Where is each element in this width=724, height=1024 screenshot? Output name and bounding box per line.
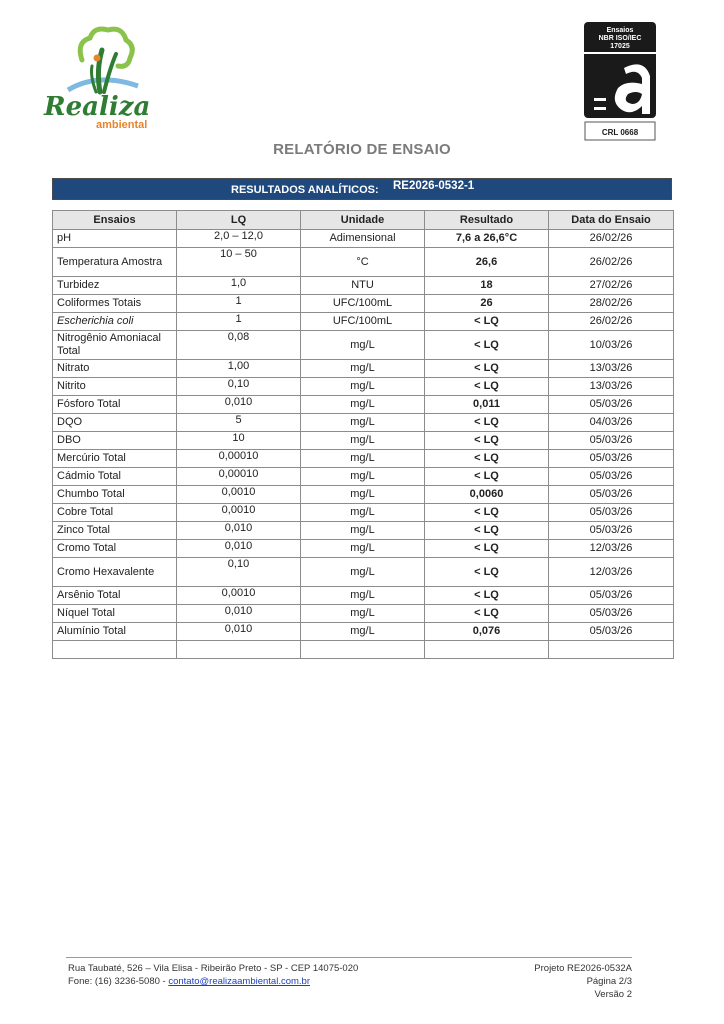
cell-lq: 0,010 — [177, 605, 301, 623]
column-header-data: Data do Ensaio — [549, 211, 674, 230]
cell-unidade: mg/L — [301, 396, 425, 414]
cell-unidade: mg/L — [301, 432, 425, 450]
cell-data: 05/03/26 — [549, 450, 674, 468]
cell-lq: 0,0010 — [177, 587, 301, 605]
table-row — [53, 295, 674, 313]
seal-line3: 17025 — [610, 43, 630, 50]
cell-lq: 0,08 — [177, 331, 301, 360]
cell-resultado: < LQ — [425, 313, 549, 331]
column-header-unidade: Unidade — [301, 211, 425, 230]
cell-unidade: mg/L — [301, 605, 425, 623]
cell-ensaio: Mercúrio Total — [53, 450, 177, 468]
cell-data: 13/03/26 — [549, 378, 674, 396]
table-row — [53, 396, 674, 414]
cell-lq: 1,0 — [177, 277, 301, 295]
cell-lq: 0,10 — [177, 558, 301, 587]
cell-lq: 0,10 — [177, 378, 301, 396]
table-row — [53, 468, 674, 486]
cell-resultado: < LQ — [425, 540, 549, 558]
seal-line2: NBR ISO/IEC — [598, 35, 642, 42]
cell-unidade: mg/L — [301, 486, 425, 504]
cell-data: 05/03/26 — [549, 504, 674, 522]
cell-lq: 0,0010 — [177, 504, 301, 522]
cell-lq: 0,010 — [177, 623, 301, 641]
cell-lq: 0,00010 — [177, 450, 301, 468]
cell-data: 26/02/26 — [549, 248, 674, 277]
cell-data: 05/03/26 — [549, 605, 674, 623]
cell-unidade: UFC/100mL — [301, 295, 425, 313]
cell-ensaio: Arsênio Total — [53, 587, 177, 605]
cell-lq: 0,010 — [177, 540, 301, 558]
cell-unidade: mg/L — [301, 540, 425, 558]
realiza-ambiental-logo — [38, 20, 158, 132]
cell-lq: 2,0 – 12,0 — [177, 230, 301, 248]
cell-unidade: mg/L — [301, 504, 425, 522]
cell-data: 04/03/26 — [549, 414, 674, 432]
accreditation-seal — [584, 22, 656, 142]
cell-resultado: < LQ — [425, 331, 549, 360]
cell-unidade: mg/L — [301, 450, 425, 468]
cell-resultado: 0,0060 — [425, 486, 549, 504]
cell-data: 05/03/26 — [549, 486, 674, 504]
cell-data: 26/02/26 — [549, 313, 674, 331]
cell-resultado: < LQ — [425, 432, 549, 450]
cell-unidade: mg/L — [301, 414, 425, 432]
cell-lq: 1 — [177, 295, 301, 313]
cell-ensaio: Nitrato — [53, 360, 177, 378]
table-row — [53, 313, 674, 331]
table-empty-row — [53, 641, 674, 659]
table-row — [53, 331, 674, 360]
cell-resultado: < LQ — [425, 587, 549, 605]
footer-email-link[interactable]: contato@realizaambiental.com.br — [168, 976, 310, 987]
results-banner — [52, 178, 672, 200]
cell-ensaio: Nitrogênio Amoniacal Total — [53, 331, 177, 360]
table-row — [53, 378, 674, 396]
cell-data: 10/03/26 — [549, 331, 674, 360]
results-table — [52, 210, 674, 659]
cell-data: 26/02/26 — [549, 230, 674, 248]
footer-address: Rua Taubaté, 526 – Vila Elisa - Ribeirão Preto - SP - CEP 14075-020 — [68, 963, 359, 974]
cell-ensaio: Zinco Total — [53, 522, 177, 540]
cell-ensaio: Alumínio Total — [53, 623, 177, 641]
cell-resultado: 0,011 — [425, 396, 549, 414]
cell-lq: 5 — [177, 414, 301, 432]
column-header-lq: LQ — [177, 211, 301, 230]
cell-ensaio: Cromo Hexavalente — [53, 558, 177, 587]
table-row — [53, 522, 674, 540]
cell-ensaio: Níquel Total — [53, 605, 177, 623]
cell-resultado: < LQ — [425, 522, 549, 540]
table-row — [53, 504, 674, 522]
cell-unidade: mg/L — [301, 522, 425, 540]
table-row — [53, 432, 674, 450]
seal-code: CRL 0668 — [601, 128, 639, 137]
cell-data: 12/03/26 — [549, 558, 674, 587]
footer-divider — [66, 957, 632, 958]
table-row — [53, 450, 674, 468]
cell-data: 05/03/26 — [549, 623, 674, 641]
logo-sub-text: ambiental — [96, 119, 148, 131]
footer-version: Versão 2 — [594, 989, 632, 1000]
cell-data: 05/03/26 — [549, 396, 674, 414]
cell-unidade: UFC/100mL — [301, 313, 425, 331]
cell-unidade: Adimensional — [301, 230, 425, 248]
cell-ensaio: pH — [53, 230, 177, 248]
cell-ensaio: Fósforo Total — [53, 396, 177, 414]
cell-resultado: < LQ — [425, 360, 549, 378]
cell-unidade: mg/L — [301, 587, 425, 605]
footer-phone: Fone: (16) 3236-5080 - — [68, 976, 169, 987]
table-row — [53, 486, 674, 504]
cell-unidade: NTU — [301, 277, 425, 295]
footer-contact — [68, 962, 358, 988]
column-header-ensaios: Ensaios — [53, 211, 177, 230]
banner-label: RESULTADOS ANALÍTICOS: — [231, 184, 379, 196]
table-row — [53, 558, 674, 587]
cell-lq: 1 — [177, 313, 301, 331]
cell-ensaio: Turbidez — [53, 277, 177, 295]
cell-resultado: < LQ — [425, 504, 549, 522]
cell-data: 28/02/26 — [549, 295, 674, 313]
cell-data: 05/03/26 — [549, 468, 674, 486]
table-row — [53, 623, 674, 641]
cell-unidade: mg/L — [301, 331, 425, 360]
cell-data: 27/02/26 — [549, 277, 674, 295]
cell-resultado: < LQ — [425, 558, 549, 587]
cell-lq: 10 — [177, 432, 301, 450]
report-code: RE2026-0532-1 — [393, 180, 475, 192]
cell-ensaio: Escherichia coli — [53, 313, 177, 331]
table-row — [53, 540, 674, 558]
cell-unidade: mg/L — [301, 623, 425, 641]
cell-lq: 0,010 — [177, 522, 301, 540]
cell-ensaio: Cádmio Total — [53, 468, 177, 486]
cell-lq: 10 – 50 — [177, 248, 301, 277]
cell-unidade: mg/L — [301, 468, 425, 486]
cell-lq: 0,0010 — [177, 486, 301, 504]
footer-document-info — [534, 962, 632, 1001]
cell-resultado: < LQ — [425, 378, 549, 396]
cell-data: 13/03/26 — [549, 360, 674, 378]
report-title: RELATÓRIO DE ENSAIO — [273, 141, 451, 158]
cell-ensaio: Chumbo Total — [53, 486, 177, 504]
cell-resultado: 0,076 — [425, 623, 549, 641]
cell-lq: 1,00 — [177, 360, 301, 378]
table-row — [53, 248, 674, 277]
cell-ensaio: Nitrito — [53, 378, 177, 396]
cell-resultado: < LQ — [425, 414, 549, 432]
table-row — [53, 277, 674, 295]
footer-phone-line — [68, 975, 358, 988]
logo-tree-icon — [38, 20, 158, 132]
cell-unidade: mg/L — [301, 378, 425, 396]
table-row — [53, 587, 674, 605]
cell-data: 12/03/26 — [549, 540, 674, 558]
seal-line1: Ensaios — [606, 27, 634, 34]
table-row — [53, 360, 674, 378]
cell-unidade: mg/L — [301, 558, 425, 587]
cell-data: 05/03/26 — [549, 522, 674, 540]
cell-ensaio: Cobre Total — [53, 504, 177, 522]
table-row — [53, 414, 674, 432]
table-row — [53, 605, 674, 623]
table-row — [53, 230, 674, 248]
cell-ensaio: DBO — [53, 432, 177, 450]
cell-resultado: 26 — [425, 295, 549, 313]
cell-resultado: 18 — [425, 277, 549, 295]
cell-data: 05/03/26 — [549, 432, 674, 450]
cell-resultado: < LQ — [425, 450, 549, 468]
cell-ensaio: DQO — [53, 414, 177, 432]
logo-brand-text: Realiza — [44, 92, 151, 122]
footer-page: Página 2/3 — [586, 976, 632, 987]
cell-data: 05/03/26 — [549, 587, 674, 605]
footer-project: Projeto RE2026-0532A — [534, 963, 632, 974]
cell-resultado: 26,6 — [425, 248, 549, 277]
cell-resultado: < LQ — [425, 468, 549, 486]
cell-unidade: mg/L — [301, 360, 425, 378]
table-header-row — [53, 211, 674, 230]
column-header-resultado: Resultado — [425, 211, 549, 230]
cell-lq: 0,00010 — [177, 468, 301, 486]
cell-resultado: < LQ — [425, 605, 549, 623]
cell-ensaio: Cromo Total — [53, 540, 177, 558]
cell-unidade: °C — [301, 248, 425, 277]
cell-resultado: 7,6 a 26,6°C — [425, 230, 549, 248]
cell-lq: 0,010 — [177, 396, 301, 414]
cell-ensaio: Temperatura Amostra — [53, 248, 177, 277]
cell-ensaio: Coliformes Totais — [53, 295, 177, 313]
